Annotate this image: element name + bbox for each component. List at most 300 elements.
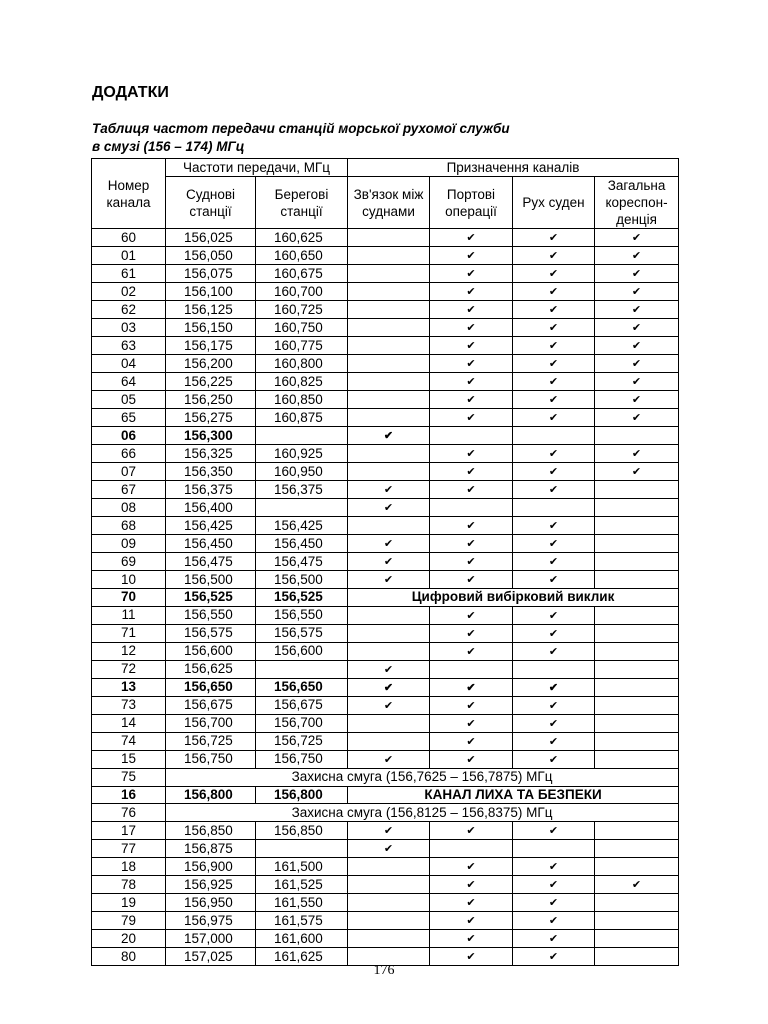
check-icon: ✔ bbox=[466, 556, 476, 568]
check-icon: ✔ bbox=[466, 286, 476, 298]
public-correspondence-cell bbox=[595, 894, 679, 912]
ship-frequency-cell: 156,750 bbox=[166, 750, 256, 768]
channel-cell: 65 bbox=[92, 409, 166, 427]
check-icon: ✔ bbox=[548, 268, 559, 280]
public-correspondence-cell bbox=[595, 229, 679, 247]
ship-movement-cell bbox=[513, 571, 595, 589]
check-icon: ✔ bbox=[548, 627, 559, 640]
port-operations-cell bbox=[430, 463, 513, 481]
port-operations-cell bbox=[430, 642, 513, 660]
caption-line-2: в смузі (156 – 174) МГц bbox=[92, 139, 245, 154]
check-icon: ✔ bbox=[548, 609, 559, 622]
intership-cell bbox=[348, 499, 430, 517]
table-row bbox=[92, 786, 679, 804]
port-operations-cell bbox=[430, 355, 513, 373]
check-icon: ✔ bbox=[383, 681, 394, 694]
channel-cell: 20 bbox=[92, 930, 166, 948]
shore-frequency-cell bbox=[256, 427, 348, 445]
channel-cell: 09 bbox=[92, 535, 166, 553]
shore-frequency-cell: 156,725 bbox=[256, 732, 348, 750]
ship-frequency-cell: 156,025 bbox=[166, 229, 256, 247]
check-icon: ✔ bbox=[466, 915, 476, 927]
shore-frequency-cell: 161,525 bbox=[256, 876, 348, 894]
channel-cell: 12 bbox=[92, 642, 166, 660]
shore-frequency-cell: 156,525 bbox=[256, 589, 348, 607]
ship-frequency-cell: 156,650 bbox=[166, 678, 256, 696]
channel-cell: 61 bbox=[92, 265, 166, 283]
ship-movement-cell bbox=[513, 481, 595, 499]
port-operations-cell bbox=[430, 696, 513, 714]
public-correspondence-cell bbox=[595, 301, 679, 319]
table-row bbox=[92, 409, 679, 427]
check-icon: ✔ bbox=[631, 268, 642, 280]
check-icon: ✔ bbox=[631, 412, 642, 424]
ship-frequency-cell: 156,425 bbox=[166, 517, 256, 535]
channel-cell: 15 bbox=[92, 750, 166, 768]
check-icon: ✔ bbox=[548, 340, 559, 352]
check-icon: ✔ bbox=[466, 933, 476, 945]
intership-cell bbox=[348, 553, 430, 571]
shore-frequency-cell: 160,825 bbox=[256, 373, 348, 391]
public-correspondence-cell bbox=[595, 517, 679, 535]
channel-cell: 60 bbox=[92, 229, 166, 247]
public-correspondence-cell bbox=[595, 840, 679, 858]
channel-cell: 08 bbox=[92, 499, 166, 517]
header-ship-stations: Суднові станції bbox=[166, 177, 256, 229]
ship-movement-cell bbox=[513, 247, 595, 265]
shore-frequency-cell: 160,675 bbox=[256, 265, 348, 283]
intership-cell bbox=[348, 606, 430, 624]
shore-frequency-cell: 156,550 bbox=[256, 606, 348, 624]
check-icon: ✔ bbox=[383, 430, 394, 442]
port-operations-cell bbox=[430, 660, 513, 678]
channel-cell: 06 bbox=[92, 427, 166, 445]
public-correspondence-cell bbox=[595, 678, 679, 696]
port-operations-cell bbox=[430, 391, 513, 409]
table-row bbox=[92, 481, 679, 499]
table-row bbox=[92, 642, 679, 660]
shore-frequency-cell: 161,550 bbox=[256, 894, 348, 912]
table-row bbox=[92, 624, 679, 642]
ship-frequency-cell: 156,850 bbox=[166, 822, 256, 840]
channel-cell: 02 bbox=[92, 283, 166, 301]
ship-movement-cell bbox=[513, 499, 595, 517]
table-row bbox=[92, 427, 679, 445]
shore-frequency-cell: 156,575 bbox=[256, 624, 348, 642]
check-icon: ✔ bbox=[466, 538, 476, 550]
ship-frequency-cell: 156,700 bbox=[166, 714, 256, 732]
channel-cell: 04 bbox=[92, 355, 166, 373]
check-icon: ✔ bbox=[466, 466, 476, 478]
shore-frequency-cell: 160,775 bbox=[256, 337, 348, 355]
ship-frequency-cell: 156,375 bbox=[166, 481, 256, 499]
check-icon: ✔ bbox=[466, 735, 476, 748]
check-icon: ✔ bbox=[466, 879, 476, 891]
ship-frequency-cell: 156,950 bbox=[166, 894, 256, 912]
intership-cell bbox=[348, 624, 430, 642]
intership-cell bbox=[348, 355, 430, 373]
check-icon: ✔ bbox=[548, 286, 559, 298]
check-icon: ✔ bbox=[466, 825, 476, 837]
port-operations-cell bbox=[430, 732, 513, 750]
page-number: 176 bbox=[373, 963, 395, 978]
ship-frequency-cell: 156,550 bbox=[166, 606, 256, 624]
channel-cell: 79 bbox=[92, 912, 166, 930]
table-row bbox=[92, 445, 679, 463]
check-icon: ✔ bbox=[466, 250, 476, 262]
ship-movement-cell bbox=[513, 535, 595, 553]
ship-movement-cell bbox=[513, 858, 595, 876]
port-operations-cell bbox=[430, 606, 513, 624]
intership-cell bbox=[348, 319, 430, 337]
shore-frequency-cell: 156,375 bbox=[256, 481, 348, 499]
check-icon: ✔ bbox=[466, 394, 476, 406]
check-icon: ✔ bbox=[631, 358, 642, 370]
shore-frequency-cell: 156,750 bbox=[256, 750, 348, 768]
shore-frequency-cell bbox=[256, 840, 348, 858]
page-heading: ДОДАТКИ bbox=[92, 84, 169, 101]
table-row bbox=[92, 768, 679, 786]
ship-movement-cell bbox=[513, 409, 595, 427]
check-icon: ✔ bbox=[466, 627, 476, 640]
public-correspondence-cell bbox=[595, 535, 679, 553]
ship-frequency-cell: 156,875 bbox=[166, 840, 256, 858]
table-row bbox=[92, 804, 679, 822]
channel-cell: 14 bbox=[92, 714, 166, 732]
ship-frequency-cell: 156,900 bbox=[166, 858, 256, 876]
channel-cell: 16 bbox=[92, 786, 166, 804]
channel-cell: 73 bbox=[92, 696, 166, 714]
channel-cell: 19 bbox=[92, 894, 166, 912]
intership-cell bbox=[348, 732, 430, 750]
check-icon: ✔ bbox=[631, 340, 642, 352]
table-row bbox=[92, 858, 679, 876]
ship-frequency-cell: 156,225 bbox=[166, 373, 256, 391]
check-icon: ✔ bbox=[383, 484, 394, 496]
check-icon: ✔ bbox=[548, 376, 559, 388]
channel-cell: 75 bbox=[92, 768, 166, 786]
check-icon: ✔ bbox=[383, 663, 394, 676]
header-purpose-group: Призначення каналів bbox=[348, 159, 679, 177]
table-row bbox=[92, 876, 679, 894]
ship-movement-cell bbox=[513, 463, 595, 481]
public-correspondence-cell bbox=[595, 642, 679, 660]
ship-movement-cell bbox=[513, 265, 595, 283]
public-correspondence-cell bbox=[595, 283, 679, 301]
channel-cell: 03 bbox=[92, 319, 166, 337]
port-operations-cell bbox=[430, 876, 513, 894]
intership-cell bbox=[348, 445, 430, 463]
table-row bbox=[92, 517, 679, 535]
ship-movement-cell bbox=[513, 822, 595, 840]
ship-movement-cell bbox=[513, 553, 595, 571]
table-row bbox=[92, 894, 679, 912]
intership-cell bbox=[348, 912, 430, 930]
intership-cell bbox=[348, 930, 430, 948]
public-correspondence-cell bbox=[595, 660, 679, 678]
intership-cell bbox=[348, 535, 430, 553]
ship-movement-cell bbox=[513, 732, 595, 750]
ship-movement-cell bbox=[513, 606, 595, 624]
ship-frequency-cell: 156,325 bbox=[166, 445, 256, 463]
public-correspondence-cell bbox=[595, 624, 679, 642]
port-operations-cell bbox=[430, 535, 513, 553]
public-correspondence-cell bbox=[595, 409, 679, 427]
intership-cell bbox=[348, 265, 430, 283]
ship-frequency-cell: 156,675 bbox=[166, 696, 256, 714]
intership-cell bbox=[348, 337, 430, 355]
intership-cell bbox=[348, 229, 430, 247]
port-operations-cell bbox=[430, 481, 513, 499]
port-operations-cell bbox=[430, 840, 513, 858]
table-caption bbox=[92, 120, 510, 156]
table-row bbox=[92, 660, 679, 678]
port-operations-cell bbox=[430, 283, 513, 301]
shore-frequency-cell: 156,425 bbox=[256, 517, 348, 535]
ship-movement-cell bbox=[513, 876, 595, 894]
ship-movement-cell bbox=[513, 912, 595, 930]
shore-frequency-cell: 160,800 bbox=[256, 355, 348, 373]
check-icon: ✔ bbox=[466, 897, 476, 909]
ship-frequency-cell: 156,925 bbox=[166, 876, 256, 894]
shore-frequency-cell: 156,800 bbox=[256, 786, 348, 804]
intership-cell bbox=[348, 822, 430, 840]
port-operations-cell bbox=[430, 499, 513, 517]
port-operations-cell bbox=[430, 822, 513, 840]
check-icon: ✔ bbox=[466, 951, 476, 963]
intership-cell bbox=[348, 427, 430, 445]
check-icon: ✔ bbox=[383, 502, 394, 514]
intership-cell bbox=[348, 301, 430, 319]
shore-frequency-cell: 160,950 bbox=[256, 463, 348, 481]
table-row bbox=[92, 930, 679, 948]
table-row bbox=[92, 229, 679, 247]
header-ship-movement: Рух суден bbox=[513, 177, 595, 229]
check-icon: ✔ bbox=[548, 394, 559, 406]
table-row bbox=[92, 319, 679, 337]
check-icon: ✔ bbox=[548, 232, 559, 244]
guard-band-cell: Захисна смуга (156,7625 – 156,7875) МГц bbox=[166, 768, 679, 786]
port-operations-cell bbox=[430, 553, 513, 571]
table-row bbox=[92, 553, 679, 571]
channel-cell: 10 bbox=[92, 571, 166, 589]
channel-cell: 18 bbox=[92, 858, 166, 876]
check-icon: ✔ bbox=[631, 250, 642, 262]
check-icon: ✔ bbox=[548, 753, 559, 766]
public-correspondence-cell bbox=[595, 930, 679, 948]
public-correspondence-cell bbox=[595, 373, 679, 391]
public-correspondence-cell bbox=[595, 427, 679, 445]
public-correspondence-cell bbox=[595, 732, 679, 750]
check-icon: ✔ bbox=[548, 412, 559, 424]
shore-frequency-cell: 156,450 bbox=[256, 535, 348, 553]
table-row bbox=[92, 391, 679, 409]
ship-frequency-cell: 156,525 bbox=[166, 589, 256, 607]
ship-movement-cell bbox=[513, 624, 595, 642]
port-operations-cell bbox=[430, 750, 513, 768]
ship-frequency-cell: 156,300 bbox=[166, 427, 256, 445]
ship-movement-cell bbox=[513, 678, 595, 696]
table-row bbox=[92, 589, 679, 607]
channel-cell: 70 bbox=[92, 589, 166, 607]
table-row bbox=[92, 696, 679, 714]
ship-frequency-cell: 156,150 bbox=[166, 319, 256, 337]
channel-cell: 72 bbox=[92, 660, 166, 678]
ship-movement-cell bbox=[513, 840, 595, 858]
header-intership: Зв'язок між суднами bbox=[348, 177, 430, 229]
shore-frequency-cell bbox=[256, 499, 348, 517]
shore-frequency-cell: 161,500 bbox=[256, 858, 348, 876]
check-icon: ✔ bbox=[631, 322, 642, 334]
table-row bbox=[92, 750, 679, 768]
public-correspondence-cell bbox=[595, 319, 679, 337]
channel-cell: 80 bbox=[92, 948, 166, 966]
port-operations-cell bbox=[430, 337, 513, 355]
ship-movement-cell bbox=[513, 642, 595, 660]
shore-frequency-cell: 156,650 bbox=[256, 678, 348, 696]
public-correspondence-cell bbox=[595, 337, 679, 355]
channel-note-cell: КАНАЛ ЛИХА ТА БЕЗПЕКИ bbox=[348, 786, 679, 804]
check-icon: ✔ bbox=[466, 304, 476, 316]
header-channel-number: Номер канала bbox=[92, 159, 166, 229]
check-icon: ✔ bbox=[466, 340, 476, 352]
channel-note-cell: Цифровий вибірковий виклик bbox=[348, 589, 679, 607]
intership-cell bbox=[348, 391, 430, 409]
shore-frequency-cell: 156,600 bbox=[256, 642, 348, 660]
port-operations-cell bbox=[430, 319, 513, 337]
header-public-correspondence: Загальна кореспон- денція bbox=[595, 177, 679, 229]
ship-movement-cell bbox=[513, 301, 595, 319]
shore-frequency-cell: 156,700 bbox=[256, 714, 348, 732]
intership-cell bbox=[348, 858, 430, 876]
check-icon: ✔ bbox=[548, 484, 559, 496]
shore-frequency-cell: 156,500 bbox=[256, 571, 348, 589]
port-operations-cell bbox=[430, 229, 513, 247]
check-icon: ✔ bbox=[383, 699, 394, 712]
channel-cell: 17 bbox=[92, 822, 166, 840]
check-icon: ✔ bbox=[548, 645, 559, 658]
ship-movement-cell bbox=[513, 894, 595, 912]
check-icon: ✔ bbox=[548, 358, 559, 370]
shore-frequency-cell: 160,700 bbox=[256, 283, 348, 301]
ship-frequency-cell: 156,275 bbox=[166, 409, 256, 427]
shore-frequency-cell: 161,575 bbox=[256, 912, 348, 930]
ship-frequency-cell: 156,050 bbox=[166, 247, 256, 265]
table-row bbox=[92, 463, 679, 481]
ship-movement-cell bbox=[513, 319, 595, 337]
check-icon: ✔ bbox=[548, 520, 559, 532]
port-operations-cell bbox=[430, 912, 513, 930]
ship-movement-cell bbox=[513, 714, 595, 732]
check-icon: ✔ bbox=[631, 376, 642, 388]
check-icon: ✔ bbox=[466, 753, 476, 766]
ship-movement-cell bbox=[513, 517, 595, 535]
ship-frequency-cell: 156,175 bbox=[166, 337, 256, 355]
intership-cell bbox=[348, 660, 430, 678]
shore-frequency-cell: 160,925 bbox=[256, 445, 348, 463]
channel-cell: 01 bbox=[92, 247, 166, 265]
port-operations-cell bbox=[430, 894, 513, 912]
check-icon: ✔ bbox=[548, 933, 559, 945]
check-icon: ✔ bbox=[548, 915, 559, 927]
ship-movement-cell bbox=[513, 283, 595, 301]
check-icon: ✔ bbox=[466, 232, 476, 244]
check-icon: ✔ bbox=[466, 268, 476, 280]
table-row bbox=[92, 283, 679, 301]
check-icon: ✔ bbox=[548, 735, 559, 748]
shore-frequency-cell: 156,475 bbox=[256, 553, 348, 571]
intership-cell bbox=[348, 481, 430, 499]
check-icon: ✔ bbox=[631, 394, 642, 406]
ship-frequency-cell: 156,250 bbox=[166, 391, 256, 409]
ship-movement-cell bbox=[513, 337, 595, 355]
channel-cell: 66 bbox=[92, 445, 166, 463]
intership-cell bbox=[348, 571, 430, 589]
public-correspondence-cell bbox=[595, 463, 679, 481]
ship-movement-cell bbox=[513, 696, 595, 714]
port-operations-cell bbox=[430, 930, 513, 948]
check-icon: ✔ bbox=[631, 448, 642, 460]
shore-frequency-cell: 160,750 bbox=[256, 319, 348, 337]
public-correspondence-cell bbox=[595, 481, 679, 499]
check-icon: ✔ bbox=[466, 609, 476, 622]
public-correspondence-cell bbox=[595, 391, 679, 409]
table-row bbox=[92, 571, 679, 589]
ship-movement-cell bbox=[513, 660, 595, 678]
table-row bbox=[92, 337, 679, 355]
table-row bbox=[92, 678, 679, 696]
public-correspondence-cell bbox=[595, 499, 679, 517]
shore-frequency-cell: 160,875 bbox=[256, 409, 348, 427]
check-icon: ✔ bbox=[548, 951, 559, 963]
channel-cell: 76 bbox=[92, 804, 166, 822]
table-row bbox=[92, 247, 679, 265]
check-icon: ✔ bbox=[548, 699, 559, 712]
intership-cell bbox=[348, 840, 430, 858]
table-row bbox=[92, 912, 679, 930]
shore-frequency-cell bbox=[256, 660, 348, 678]
ship-frequency-cell: 156,450 bbox=[166, 535, 256, 553]
check-icon: ✔ bbox=[383, 556, 394, 568]
table-row bbox=[92, 732, 679, 750]
caption-line-1: Таблиця частот передачи станцій морської рухомої служби bbox=[92, 121, 510, 136]
check-icon: ✔ bbox=[548, 825, 559, 837]
check-icon: ✔ bbox=[548, 322, 559, 334]
intership-cell bbox=[348, 517, 430, 535]
check-icon: ✔ bbox=[383, 574, 394, 586]
table-row bbox=[92, 373, 679, 391]
ship-movement-cell bbox=[513, 750, 595, 768]
table-row bbox=[92, 840, 679, 858]
table-row bbox=[92, 301, 679, 319]
ship-movement-cell bbox=[513, 373, 595, 391]
check-icon: ✔ bbox=[466, 484, 476, 496]
channel-cell: 78 bbox=[92, 876, 166, 894]
table-body bbox=[92, 229, 679, 966]
table-row bbox=[92, 606, 679, 624]
shore-frequency-cell: 160,850 bbox=[256, 391, 348, 409]
check-icon: ✔ bbox=[466, 861, 476, 873]
ship-movement-cell bbox=[513, 427, 595, 445]
ship-frequency-cell: 157,025 bbox=[166, 948, 256, 966]
check-icon: ✔ bbox=[631, 466, 642, 478]
public-correspondence-cell bbox=[595, 822, 679, 840]
intership-cell bbox=[348, 283, 430, 301]
port-operations-cell bbox=[430, 714, 513, 732]
channel-cell: 71 bbox=[92, 624, 166, 642]
ship-frequency-cell: 156,975 bbox=[166, 912, 256, 930]
shore-frequency-cell: 160,650 bbox=[256, 247, 348, 265]
